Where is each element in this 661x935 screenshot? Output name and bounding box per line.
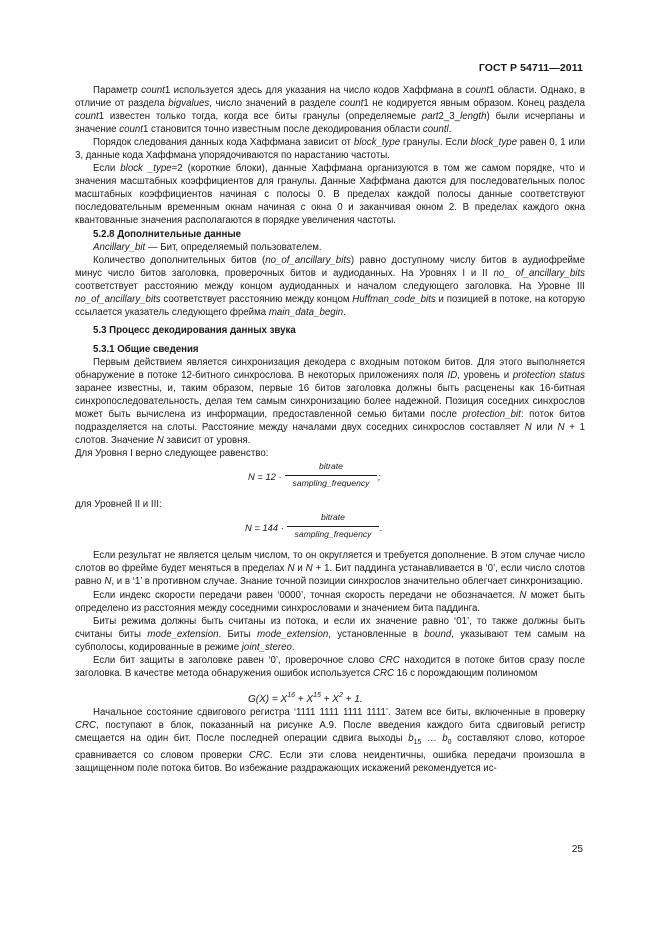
- paragraph-layer1: Для Уровня I верно следующее равенство:: [75, 448, 269, 460]
- paragraph-shift-register: Начальное состояние сдвигового регистра ‘1111 1111 1111 1111’. Затем все биты, включенные в проверку CRC, поступают в блок, показанный на рисунке А.9. После введения каждого бита сдвиговый регистр смещается на один бит. После последней операции сдвига выходы $b_{15}$ … $b_0$ составляют слово, которое сравнивается со словом проверки CRC. Если эти слова неидентичны, ошибка передачи произошла в защищенном поле потока битов. Во избежание раздражающих искажений рекомендуется ис-: [75, 706, 586, 774]
- paragraph-count1: Параметр count1 используется здесь для указания на число кодов Хаффмана в count1 области. Однако, в отличие от раздела bigvalues, число значений в разделе count1 не кодируется явным образом. Конец раздела count1 известен только тогда, когда все биты гранулы (определяемые part2_3_length) были исчерпаны и значение count1 становится точно известным после декодирования области countl.: [75, 85, 585, 136]
- formula-polynomial-text: $G(X) = X^{16} + X^{15} + X^2 + 1$.: [248, 691, 363, 705]
- formula-lhs: N = 12 ·: [248, 471, 282, 483]
- formula-denominator: sampling_frequency: [292, 478, 370, 489]
- formula-numerator: bitrate: [285, 460, 377, 476]
- paragraph-crc: Если бит защиты в заголовке равен ‘0’, проверочное слово CRC находится в потоке битов сразу после заголовка. В качестве метода обнаружения ошибок используется CRC 16 с порождающим полиномом: [75, 654, 585, 679]
- paragraph-mode-bits: Биты режима должны быть считаны из потока, и если их значение равно ‘01’, то также должны быть считаны биты mode_extension. Биты mode_extension, установленные в bound, указывают тем самым на субполосы, кодированные в режиме joint_stereo.: [75, 615, 586, 653]
- formula-lhs: N = 144 ·: [245, 522, 284, 534]
- heading-5-3-1: 5.3.1 Общие сведения: [93, 343, 199, 355]
- formula-punct: ;: [378, 471, 381, 483]
- standard-header: ГОСТ Р 54711—2011: [478, 62, 583, 74]
- heading-5-2-8: 5.2.8 Дополнительные данные: [93, 228, 242, 240]
- paragraph-bitrate-index: Если индекс скорости передачи равен ‘0000’, точная скорость передачи не обозначается. N может быть определено из расстояния между соседними синхрословами и значением бита паддинга.: [75, 589, 585, 614]
- paragraph-short-blocks: Если block _type=2 (короткие блоки), данные Хаффмана организуются в том же самом порядке, что и значения масштабных коэффициентов для гранулы. Данные Хаффмана даются для последовательных полос масштабных коэффициентов начиная с полосы 0. В пределах каждой полосы данные соответствуют последовательным временным окнам начиная с окна 0 и заканчивая окном 2. В пределах каждого окна квантованные значения располагаются в порядке увеличения частоты.: [75, 163, 585, 227]
- paragraph-ancillary-bit: Ancillary_bit — Бит, определяемый пользователем.: [93, 241, 322, 253]
- formula-layer23: [75, 511, 585, 549]
- paragraph-ancillary-count: Количество дополнительных битов (no_of_ancillary_bits) равно доступному числу битов в аудиофрейме минус число битов заголовка, проверочных битов и аудиоданных. На Уровнях I и II no_ of_ancillary_bits соответствует расстоянию между концом аудиоданных и началом следующего заголовка. На Уровне III no_of_ancillary_bits соответствует расстоянию между концом Huffman_code_bits и позицией в потоке, на которую ссылается указатель следующего фрейма main_data_begin.: [75, 254, 585, 318]
- formula-fraction: [285, 460, 377, 490]
- page-number: 25: [571, 844, 583, 855]
- formula-layer1: [75, 460, 585, 498]
- paragraph-layer23: для Уровней II и III:: [75, 499, 162, 511]
- formula-crc-polynomial: [75, 680, 585, 706]
- heading-5-3: 5.3 Процесс декодирования данных звука: [93, 324, 296, 336]
- paragraph-block-type: Порядок следования данных кода Хаффмана зависит от block_type гранулы. Если block_type равен 0, 1 или 3, данные кода Хаффмана упорядочиваются по нарастанию частоты.: [75, 137, 585, 162]
- formula-numerator: bitrate: [287, 511, 379, 527]
- formula-denominator: sampling_frequency: [294, 529, 372, 540]
- formula-fraction: [287, 511, 379, 541]
- paragraph-sync: Первым действием является синхронизация декодера с входным потоком битов. Для этого выполняется обнаружение в потоке 12-битного синхрослова. В некоторых приложениях поля ID, уровень и protection status заранее известны, и, таким образом, первые 16 битов заголовка должны быть расценены как 16-битная синхропоследовательность, делая тем самым синхронизацию более надежной. Позиция соседних синхрослов может быть вычислена из информации, предоставленной семью битами после protection_bit: поток битов подразделяется на слоты. Расстояние между началами двух соседних синхрослов составляет N или N + 1 слотов. Значение N зависит от уровня.: [75, 356, 585, 447]
- document-body: [75, 84, 585, 775]
- formula-punct: .: [380, 522, 383, 534]
- paragraph-padding: Если результат не является целым числом, то он округляется и требуется дополнение. В этом случае число слотов во фрейме будет меняться в пределах N и N + 1. Бит паддинга устанавливается в ‘0’, если число слотов равно N, и в ‘1’ в противном случае. Знание точной позиции синхрослов значительно облегчает синхронизацию.: [75, 550, 585, 588]
